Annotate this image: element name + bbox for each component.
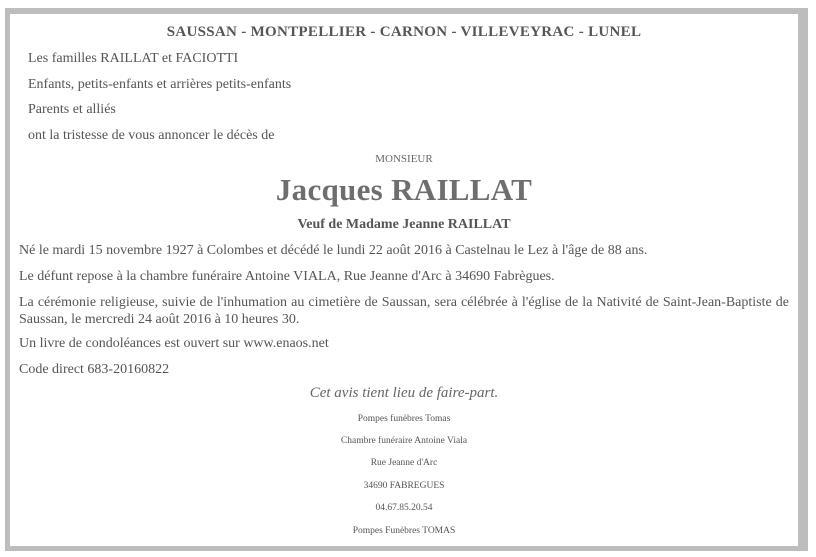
intro-line-announcement: ont la tristesse de vous annoncer le décès de — [28, 128, 275, 143]
footer-line: Pompes funèbres Tomas — [357, 414, 451, 424]
obituary-notice — [10, 14, 798, 546]
birth-death-paragraph: Né le mardi 15 novembre 1927 à Colombes et décédé le lundi 22 août 2016 à Castelnau le Lez à l'âge de 88 ans. — [19, 243, 648, 258]
intro-line-families: Les familles RAILLAT et FACIOTTI — [28, 51, 239, 66]
intro-line-relatives: Parents et alliés — [28, 102, 116, 117]
footer-line: 34690 FABREGUES — [363, 481, 445, 491]
footer-phone: 04.67.85.20.54 — [375, 503, 433, 513]
faire-part-note: Cet avis tient lieu de faire-part. — [309, 385, 499, 401]
deceased-name: Jacques RAILLAT — [275, 172, 533, 207]
widow-line: Veuf de Madame Jeanne RAILLAT — [297, 217, 511, 232]
rest-location-paragraph: Le défunt repose à la chambre funéraire Antoine VIALA, Rue Jeanne d'Arc à 34690 Fabrègues. — [19, 269, 555, 284]
title-prefix: MONSIEUR — [375, 153, 433, 165]
footer-line: Pompes Funèbres TOMAS — [352, 526, 456, 536]
direct-code-paragraph: Code direct 683-20160822 — [19, 362, 170, 377]
towns-header: SAUSSAN - MONTPELLIER - CARNON - VILLEVEYRAC - LUNEL — [166, 24, 642, 40]
condolence-book-paragraph: Un livre de condoléances est ouvert sur www.enaos.net — [19, 336, 329, 351]
footer-line: Chambre funéraire Antoine Viala — [340, 436, 468, 446]
intro-line-children: Enfants, petits-enfants et arrières petits-enfants — [28, 77, 292, 92]
footer-line: Rue Jeanne d'Arc — [370, 458, 438, 468]
ceremony-paragraph: La cérémonie religieuse, suivie de l'inhumation au cimetière de Saussan, sera célébrée à l'église de la Nativité de Saint-Jean-Baptiste de Saussan, le mercredi 24 août 2016 à 10 heures 30. — [19, 295, 789, 327]
